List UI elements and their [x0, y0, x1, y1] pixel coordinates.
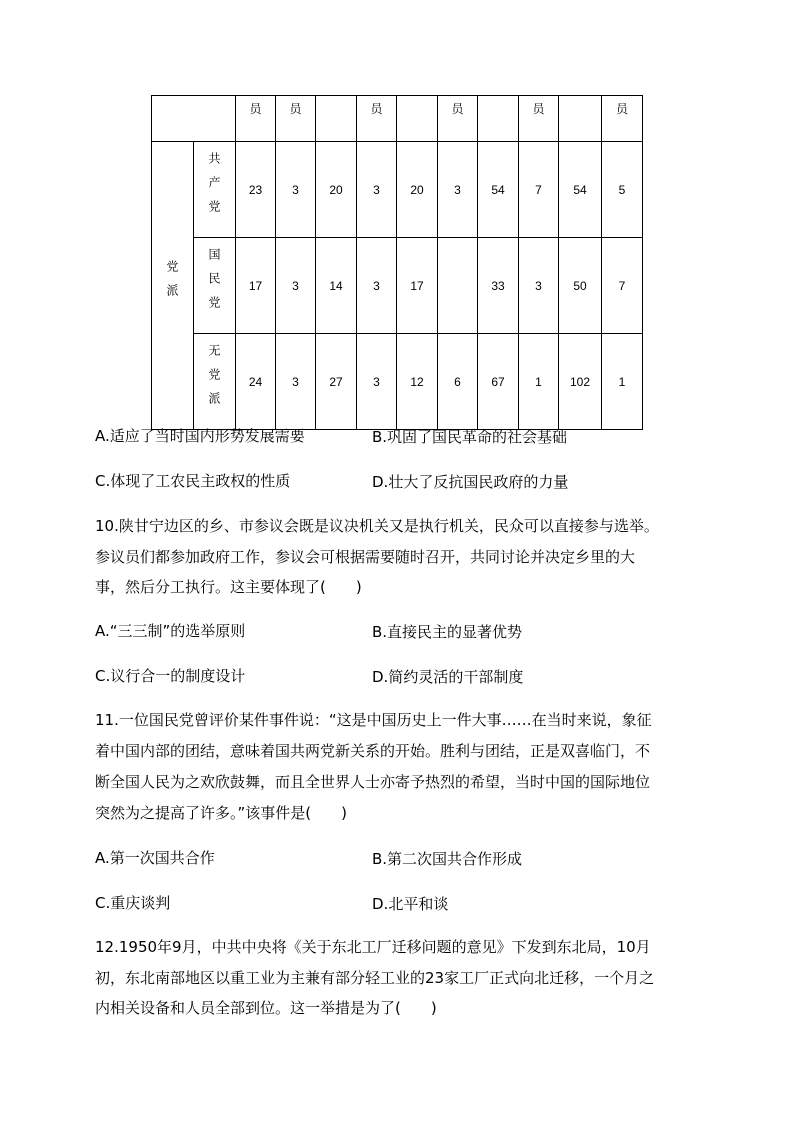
table-cell: 20	[397, 142, 438, 238]
q11-option-d: D.北平和谈	[372, 895, 449, 913]
table-cell: 1	[602, 334, 643, 430]
row-label: 共产党	[207, 152, 221, 224]
q12-stem-line-3: 内相关设备和人员全部到位。这一举措是为了( )	[95, 999, 437, 1017]
q9-option-c: C.体现了工农民主政权的性质	[95, 472, 291, 490]
header-cell: 员	[276, 96, 316, 142]
header-cell: 员	[357, 96, 397, 142]
table-cell: 3	[519, 238, 559, 334]
q10-option-a: A.“三三制”的选举原则	[95, 622, 246, 640]
row-label-cell	[194, 238, 236, 334]
table-cell	[438, 238, 478, 334]
table-cell: 54	[559, 142, 602, 238]
table-cell: 3	[276, 238, 316, 334]
q12-stem-line-1: 12.1950年9月，中共中央将《关于东北工厂迁移问题的意见》下发到东北局，10月	[95, 938, 651, 956]
q11-stem-line-2: 着中国内部的团结，意味着国共两党新关系的开始。胜利与团结，正是双喜临门，不	[95, 742, 651, 760]
table-cell: 1	[519, 334, 559, 430]
header-cell	[316, 96, 357, 142]
q10-stem-line-3: 事，然后分工执行。这主要体现了( )	[95, 578, 362, 596]
group-label: 党派	[165, 260, 179, 308]
table-cell: 12	[397, 334, 438, 430]
q9-option-a: A.适应了当时国内形势发展需要	[95, 427, 305, 445]
table-cell: 3	[276, 142, 316, 238]
table-row	[152, 142, 643, 238]
q10-stem-line-1: 10.陕甘宁边区的乡、市参议会既是议决机关又是执行机关，民众可以直接参与选举。	[95, 517, 659, 535]
header-corner-cell	[152, 96, 236, 142]
q12-stem-line-2: 初，东北南部地区以重工业为主兼有部分轻工业的23家工厂正式向北迁移，一个月之	[95, 969, 655, 987]
group-label-cell	[152, 142, 194, 430]
table-cell: 27	[316, 334, 357, 430]
table-cell: 17	[397, 238, 438, 334]
table-cell: 7	[602, 238, 643, 334]
q9-option-d: D.壮大了反抗国民政府的力量	[372, 473, 569, 491]
table-row	[152, 334, 643, 430]
table-cell: 17	[236, 238, 276, 334]
q11-option-c: C.重庆谈判	[95, 894, 171, 912]
row-label: 国民党	[207, 248, 221, 320]
header-cell: 员	[602, 96, 643, 142]
table-cell: 3	[357, 334, 397, 430]
table-cell: 14	[316, 238, 357, 334]
table-cell: 23	[236, 142, 276, 238]
table-cell: 6	[438, 334, 478, 430]
table-cell: 3	[357, 142, 397, 238]
table-cell: 67	[478, 334, 519, 430]
table-cell: 50	[559, 238, 602, 334]
table-header-row	[152, 96, 643, 142]
header-cell: 员	[236, 96, 276, 142]
table-row	[152, 238, 643, 334]
q10-option-d: D.简约灵活的干部制度	[372, 668, 524, 686]
q11-option-a: A.第一次国共合作	[95, 849, 215, 867]
row-label: 无党派	[207, 344, 221, 416]
header-cell	[559, 96, 602, 142]
header-cell: 员	[519, 96, 559, 142]
table-cell: 102	[559, 334, 602, 430]
q11-stem-line-1: 11.一位国民党曾评价某件事件说：“这是中国历史上一件大事……在当时来说，象征	[95, 711, 652, 729]
table-cell: 3	[438, 142, 478, 238]
table-cell: 3	[276, 334, 316, 430]
q9-option-b: B.巩固了国民革命的社会基础	[372, 428, 568, 446]
table-cell: 24	[236, 334, 276, 430]
header-cell	[478, 96, 519, 142]
table-cell: 33	[478, 238, 519, 334]
q11-option-b: B.第二次国共合作形成	[372, 850, 523, 868]
q11-stem-line-4: 突然为之提高了许多。”该事件是( )	[95, 804, 347, 822]
row-label-cell	[194, 142, 236, 238]
table-cell: 20	[316, 142, 357, 238]
header-cell: 员	[438, 96, 478, 142]
table-cell: 54	[478, 142, 519, 238]
row-label-cell	[194, 334, 236, 430]
table-cell: 3	[357, 238, 397, 334]
header-cell	[397, 96, 438, 142]
q10-option-b: B.直接民主的显著优势	[372, 623, 523, 641]
q10-stem-line-2: 参议员们都参加政府工作，参议会可根据需要随时召开，共同讨论并决定乡里的大	[95, 548, 636, 566]
statistics-table	[151, 95, 643, 430]
table-cell: 7	[519, 142, 559, 238]
table-cell: 5	[602, 142, 643, 238]
q11-stem-line-3: 断全国人民为之欢欣鼓舞，而且全世界人士亦寄予热烈的希望，当时中国的国际地位	[95, 773, 651, 791]
q10-option-c: C.议行合一的制度设计	[95, 667, 246, 685]
